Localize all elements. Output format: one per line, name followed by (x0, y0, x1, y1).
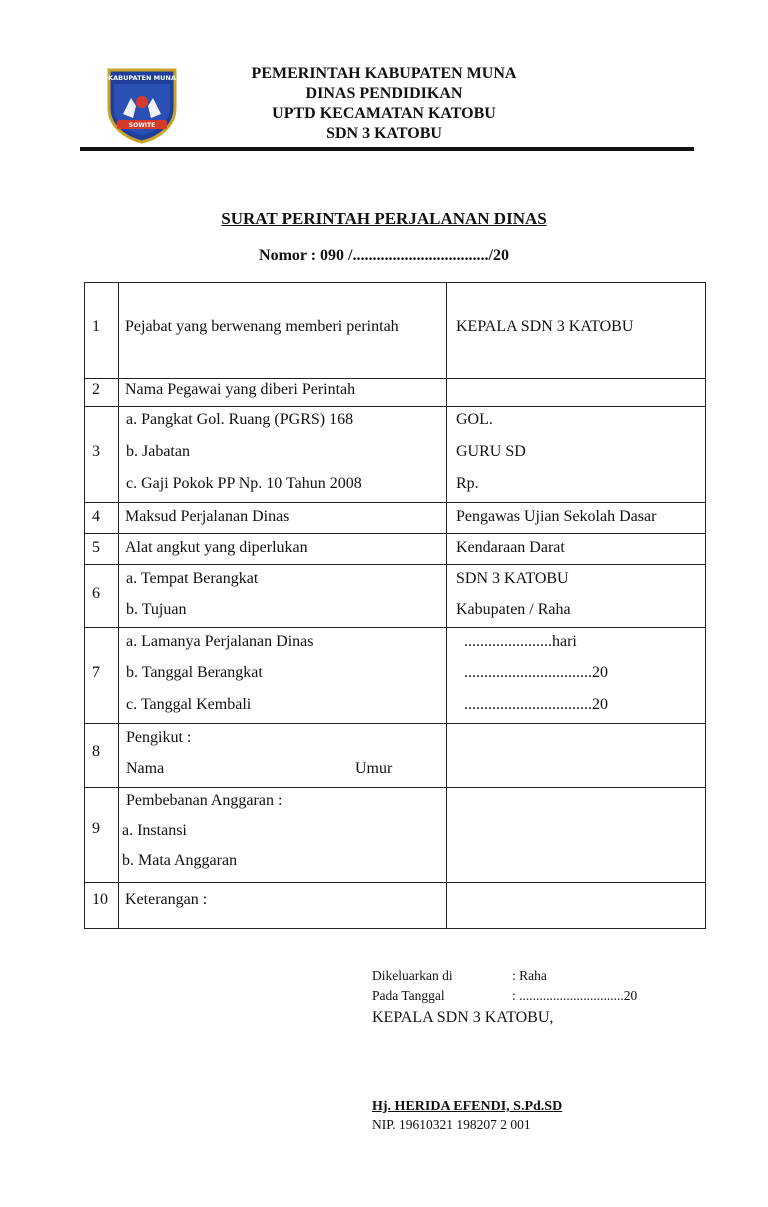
row-divider (85, 787, 705, 788)
row-divider (85, 406, 705, 407)
row-3b-label: b. Jabatan (126, 443, 190, 460)
row-7a-label: a. Lamanya Perjalanan Dinas (126, 633, 314, 650)
row-3c-label: c. Gaji Pokok PP Np. 10 Tahun 2008 (126, 475, 362, 492)
header-line-1: PEMERINTAH KABUPATEN MUNA (251, 65, 517, 82)
column-divider-2 (446, 283, 447, 928)
row-4-value: Pengawas Ujian Sekolah Dasar (456, 508, 657, 525)
signatory-name: Hj. HERIDA EFENDI, S.Pd.SD (372, 1099, 563, 1114)
row-7c-label: c. Tanggal Kembali (126, 696, 252, 713)
row-5-number: 5 (92, 539, 100, 556)
logo-top-text: KABUPATEN MUNA (108, 74, 176, 82)
document-title (0, 209, 768, 229)
row-7b-value: ................................20 (464, 664, 608, 681)
row-3a-label: a. Pangkat Gol. Ruang (PGRS) 168 (126, 411, 354, 428)
row-6-number: 6 (92, 585, 100, 602)
row-8-label: Pengikut : (126, 729, 192, 746)
row-6b-label: b. Tujuan (126, 601, 187, 618)
row-3a-value: GOL. (456, 411, 493, 428)
row-8-number: 8 (92, 743, 100, 760)
issued-date-label: Pada Tanggal (372, 988, 445, 1003)
logo-bottom-text: SOWITE (128, 122, 156, 129)
row-6b-value: Kabupaten / Raha (456, 601, 571, 618)
issued-at-label: Dikeluarkan di (372, 968, 453, 983)
header-divider (80, 147, 694, 151)
row-divider (85, 564, 705, 565)
row-6a-value: SDN 3 KATOBU (456, 570, 569, 587)
row-3b-value: GURU SD (456, 443, 526, 460)
row-2-number: 2 (92, 381, 100, 398)
row-10-number: 10 (92, 891, 108, 908)
row-9-number: 9 (92, 820, 100, 837)
document-title-text: SURAT PERINTAH PERJALANAN DINAS (221, 209, 547, 228)
row-2-label: Nama Pegawai yang diberi Perintah (125, 381, 356, 398)
header-line-4: SDN 3 KATOBU (326, 125, 442, 142)
spd-table (84, 282, 706, 929)
row-3c-value: Rp. (456, 475, 479, 492)
row-10-label: Keterangan : (125, 891, 208, 908)
row-1-label: Pejabat yang berwenang memberi perintah (125, 318, 399, 335)
row-4-label: Maksud Perjalanan Dinas (125, 508, 290, 525)
row-divider (85, 627, 705, 628)
row-8-nama: Nama (126, 760, 165, 777)
issued-date-value: : ...............................20 (512, 988, 638, 1003)
row-7-number: 7 (92, 664, 100, 681)
row-7a-value: ......................hari (464, 633, 577, 650)
row-1-value: KEPALA SDN 3 KATOBU (456, 318, 634, 335)
row-divider (85, 723, 705, 724)
row-9-label: Pembebanan Anggaran : (126, 792, 283, 809)
row-6a-label: a. Tempat Berangkat (126, 570, 259, 587)
row-divider (85, 882, 705, 883)
signatory-position: KEPALA SDN 3 KATOBU, (372, 1009, 554, 1026)
header-line-2: DINAS PENDIDIKAN (305, 85, 463, 102)
row-5-label: Alat angkut yang diperlukan (125, 539, 308, 556)
signatory-nip: NIP. 19610321 198207 2 001 (372, 1117, 531, 1132)
row-7b-label: b. Tanggal Berangkat (126, 664, 263, 681)
row-divider (85, 502, 705, 503)
column-divider-1 (118, 283, 119, 928)
row-7c-value: ................................20 (464, 696, 608, 713)
header-line-3: UPTD KECAMATAN KATOBU (272, 105, 496, 122)
issued-at-value: : Raha (512, 968, 547, 983)
row-divider (85, 378, 705, 379)
row-4-number: 4 (92, 508, 100, 525)
row-3-number: 3 (92, 443, 100, 460)
row-8-umur: Umur (355, 760, 393, 777)
row-5-value: Kendaraan Darat (456, 539, 565, 556)
row-divider (85, 533, 705, 534)
row-9a-label: a. Instansi (122, 822, 187, 839)
row-9b-label: b. Mata Anggaran (122, 852, 238, 869)
row-1-number: 1 (92, 318, 100, 335)
document-number: Nomor : 090 /................................../20 (259, 247, 509, 264)
